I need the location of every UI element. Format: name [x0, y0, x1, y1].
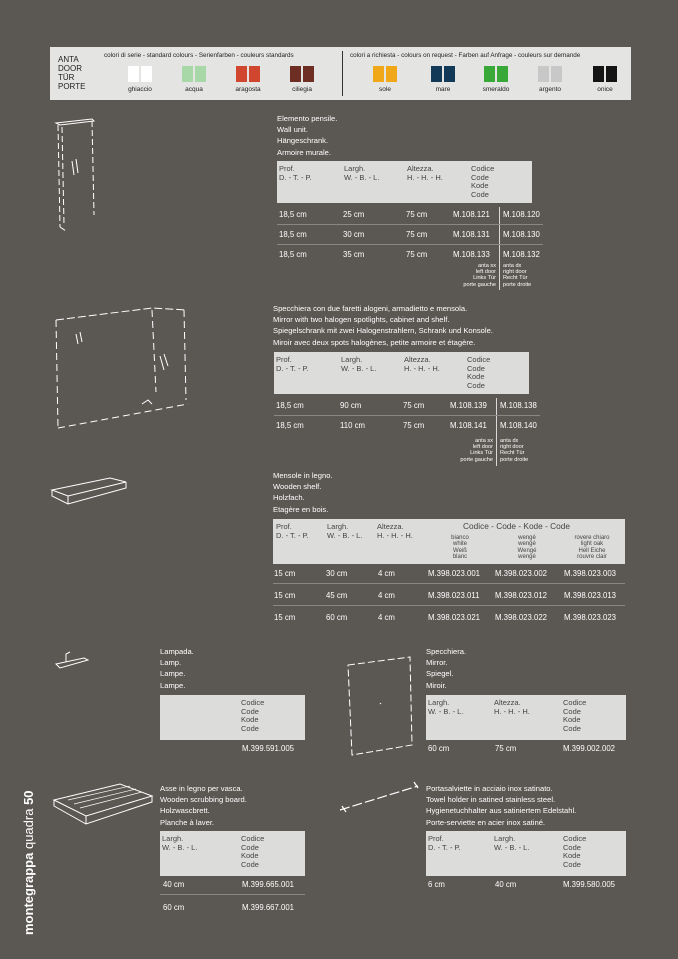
mirror-description: Specchiera. Mirror. Spiegel. Miroir. — [426, 647, 467, 690]
collection-name: quadra — [21, 808, 36, 850]
standard-colours-title: colori di serie - standard colours - Serienfarben - couleurs standards — [104, 52, 294, 59]
lamp-table-header: Codice Code Kode Code — [160, 695, 305, 740]
swatch-label: aragosta — [235, 86, 261, 93]
wooden-shelf-table-header: Prof. D. - T. - P. Largh. W. - B. - L. Altezza. H. - H. - H. Codice - Code - Kode - Code bianco white Weiß blanc wengé wengé Wengé wengé rovere chiaro light oak Hell Eiche rouvre clair — [273, 519, 625, 564]
swatch-label: ghiaccio — [128, 86, 152, 93]
swatch-argento — [538, 66, 562, 82]
page-number: 50 — [21, 790, 36, 805]
lamp-description: Lampada. Lamp. Lampe. Lampe. — [160, 647, 194, 690]
swatch-acqua — [182, 66, 206, 82]
swatch-label: acqua — [185, 86, 203, 93]
request-colours-title: colori a richiesta - colours on request - Farben auf Anfrage - couleurs sur demande — [350, 52, 581, 59]
wall-unit-table-header: Prof. D. - T. - P. Largh. W. - B. - L. Altezza. H. - H. - H. Codice Code Kode Code — [277, 161, 532, 203]
mirror-cabinet-drawing — [52, 300, 192, 435]
mirror-table-header: Largh. W. - B. - L. Altezza. H. - H. - H. Codice Code Kode Code — [426, 695, 626, 740]
scrubbing-board-description: Asse in legno per vasca. Wooden scrubbing board. Holzwascbrett. Planche à laver. — [160, 784, 247, 827]
left-door-note: anta sx left door Links Tür porte gauche — [460, 438, 493, 463]
mirror-cabinet-table-header: Prof. D. - T. - P. Largh. W. - B. - L. Altezza. H. - H. - H. Codice Code Kode Code — [274, 352, 529, 394]
mirror-drawing — [344, 655, 416, 759]
code-divider — [499, 207, 500, 290]
swatch-smeraldo — [484, 66, 508, 82]
mirror-cabinet-description: Specchiera con due faretti alogeni, armadietto e mensola. Mirror with two halogen spotlights, cabinet and shelf. Spiegelschrank mit zwei Halogenstrahlern, Schrank und Konsole. Miroir avec deux spots halogènes, petite armoire et étagère. — [273, 304, 493, 347]
right-door-note: anta dx right door Recht Tür porte droite — [503, 263, 532, 288]
color-bar-divider — [342, 51, 343, 96]
color-bar — [50, 47, 631, 100]
wall-unit-description: Elemento pensile. Wall unit. Hängeschrank. Armoire murale. — [277, 114, 338, 157]
wooden-shelf-drawing — [50, 472, 130, 508]
right-door-note: anta dx right door Recht Tür porte droite — [500, 438, 529, 463]
towel-holder-drawing — [338, 780, 422, 814]
left-door-note: anta sx left door Links Tür porte gauche — [463, 263, 496, 288]
swatch-label: ciliegia — [292, 86, 312, 93]
swatch-onice — [593, 66, 617, 82]
swatch-sole — [373, 66, 397, 82]
lamp-drawing — [54, 650, 94, 672]
swatch-ghiaccio — [128, 66, 152, 82]
towel-holder-table-header: Prof. D. - T. - P. Largh. W. - B. - L. Codice Code Kode Code — [426, 831, 626, 876]
swatch-aragosta — [236, 66, 260, 82]
brand-footer — [21, 790, 36, 935]
lamp-code: M.399.591.005 — [242, 744, 295, 753]
swatch-label: onice — [597, 86, 613, 93]
code-divider — [496, 398, 497, 466]
towel-holder-description: Portasalviette in acciaio inox satinato. Towel holder in satined stainless steel. Hygienetuchhalter aus satiniertem Edelstahl. Porte-serviette en acier inox satiné. — [426, 784, 577, 827]
scrubbing-board-table-header: Largh. W. - B. - L. Codice Code Kode Code — [160, 831, 305, 876]
swatch-mare — [431, 66, 455, 82]
swatch-ciliegia — [290, 66, 314, 82]
door-label: ANTA DOOR TÜR PORTE — [58, 55, 86, 91]
brand-name: montegrappa — [21, 852, 36, 935]
swatch-label: mare — [435, 86, 451, 93]
swatch-label: sole — [379, 86, 391, 93]
wall-unit-drawing — [52, 115, 102, 235]
swatch-label: smeraldo — [482, 86, 510, 93]
swatch-label: argento — [538, 86, 562, 93]
scrubbing-board-drawing — [50, 780, 156, 830]
wooden-shelf-description: Mensole in legno. Wooden shelf. Holzfach. Etagère en bois. — [273, 471, 333, 514]
